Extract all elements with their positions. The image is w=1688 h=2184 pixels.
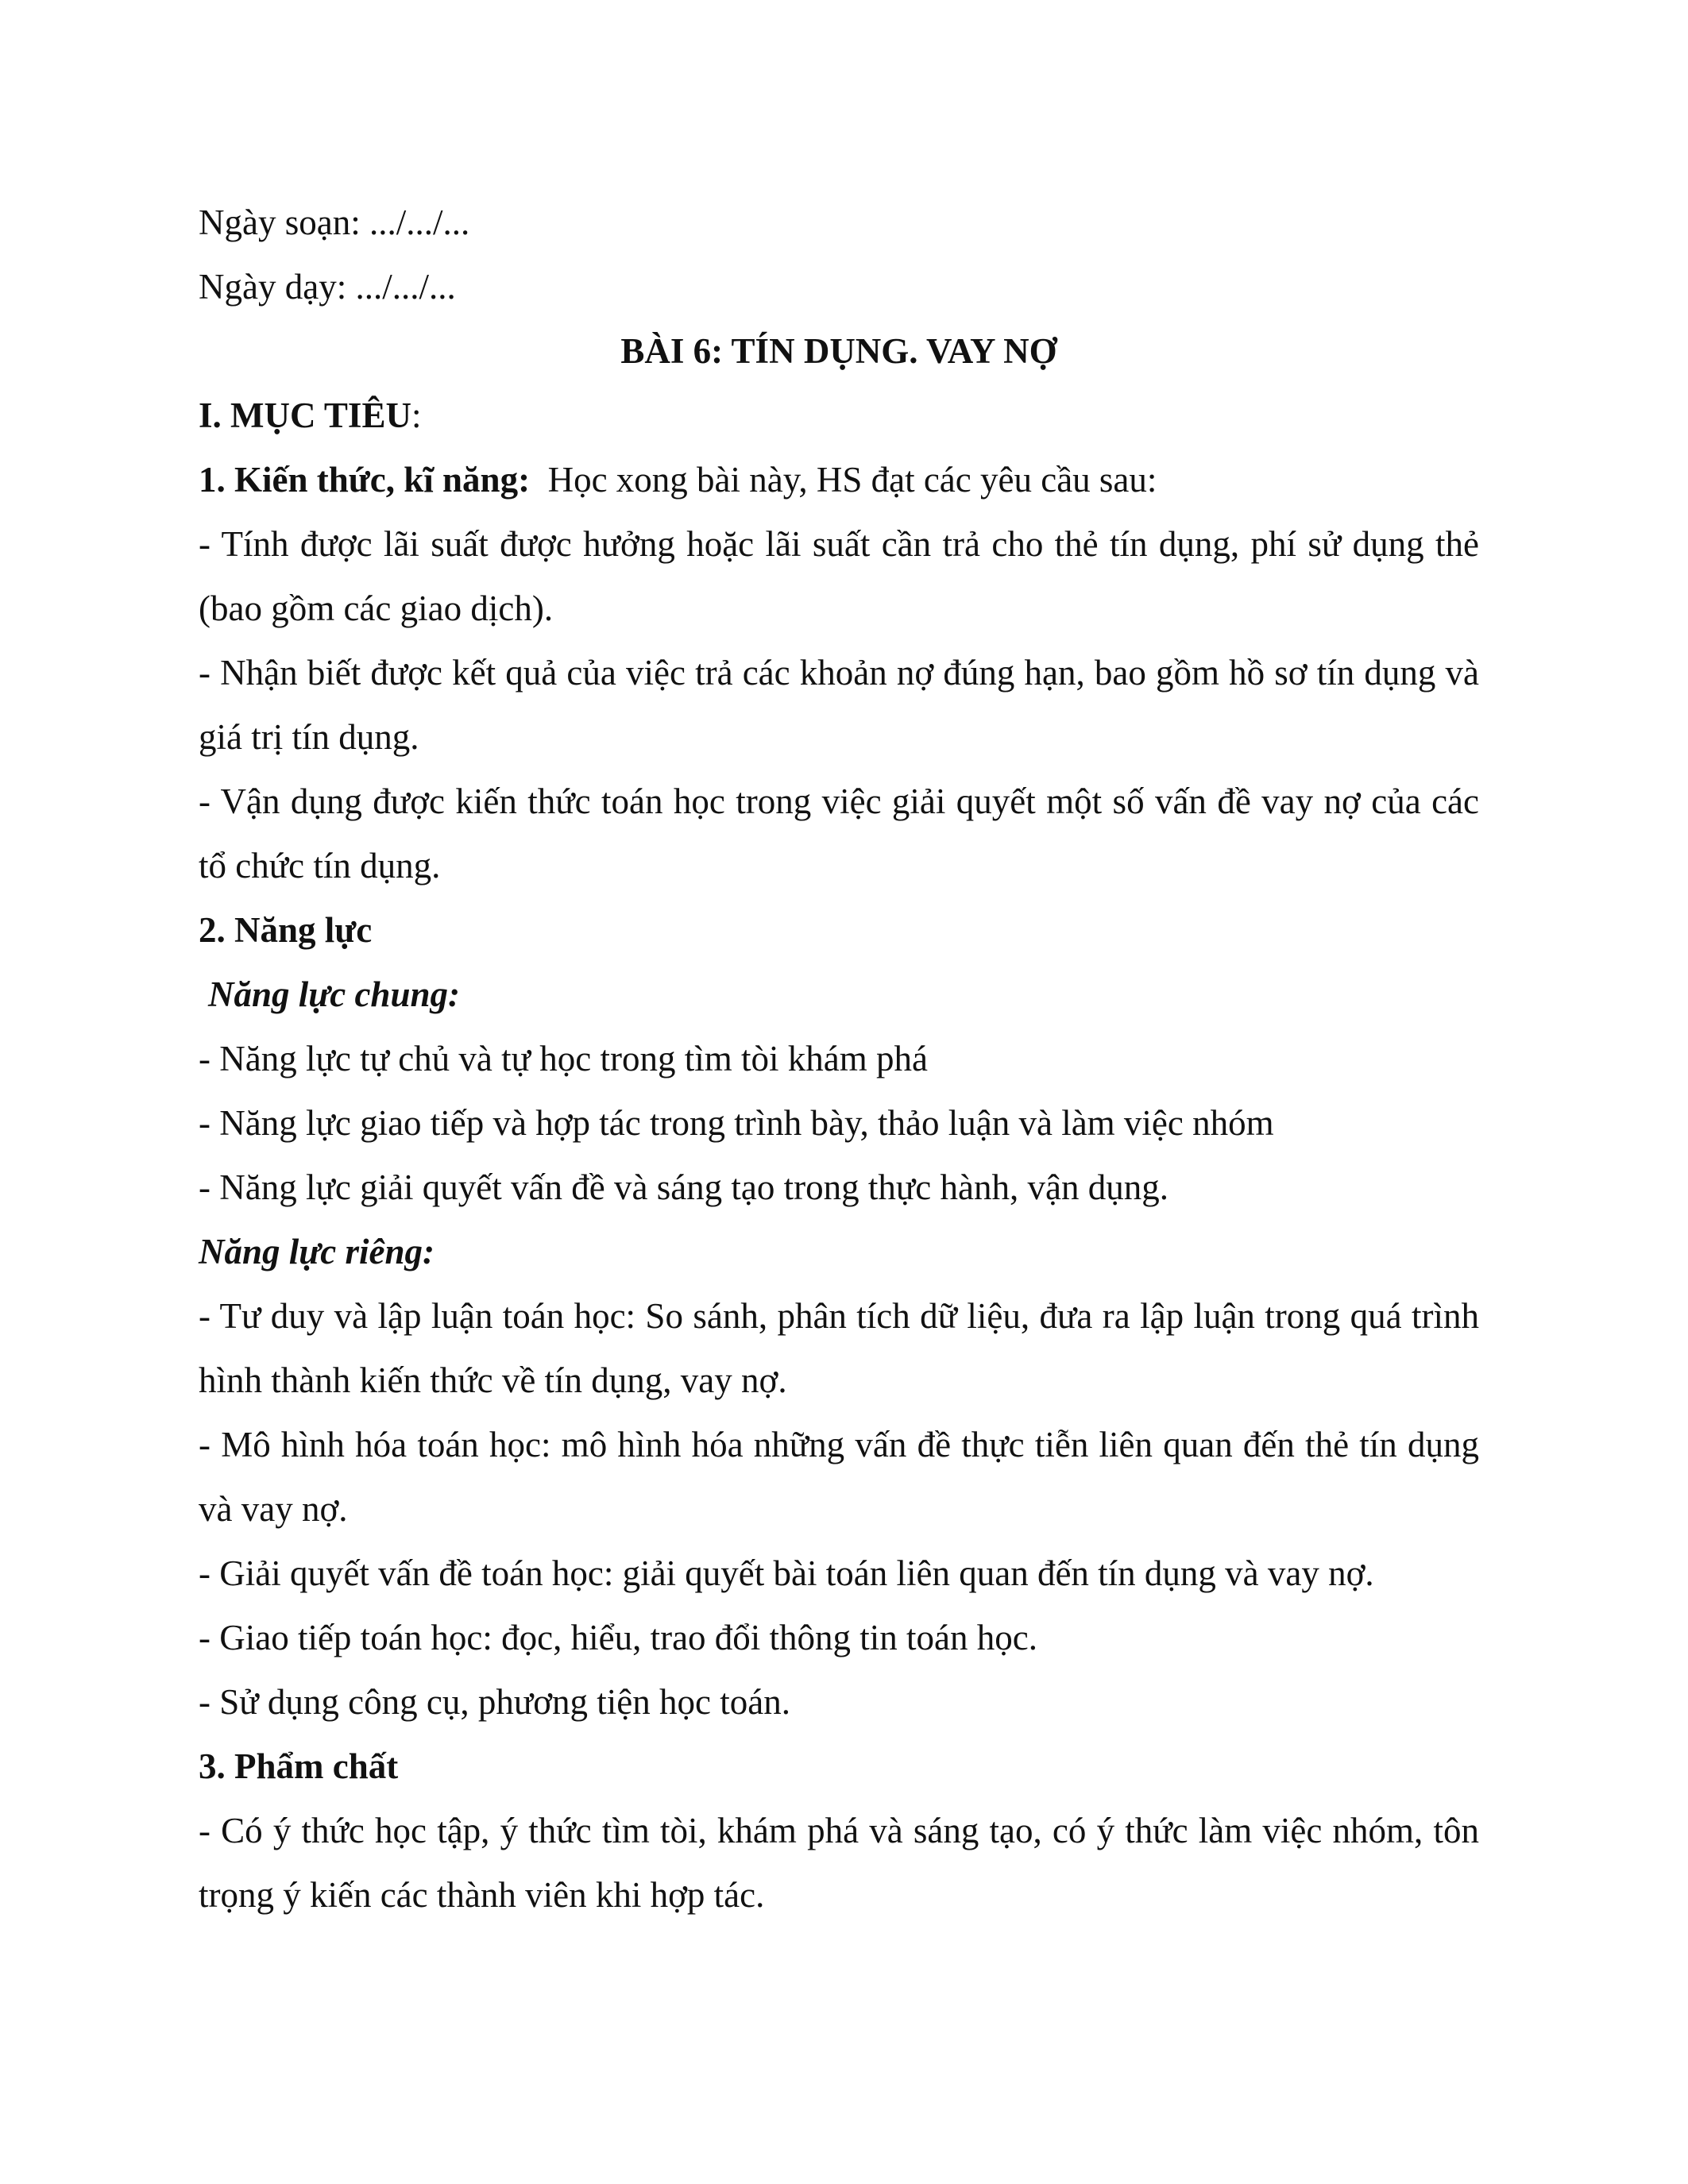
competence-heading: 2. Năng lực	[199, 910, 373, 950]
knowledge-item: - Tính được lãi suất được hưởng hoặc lãi suất cần trả cho thẻ tín dụng, phí sử dụng thẻ (bao gồm các giao dịch).	[199, 524, 1479, 628]
date-prepared: Ngày soạn: .../.../...	[199, 203, 470, 242]
section-heading-text: I. MỤC TIÊU	[199, 396, 411, 435]
document-page	[199, 191, 1479, 1927]
knowledge-item: - Vận dụng được kiến thức toán học trong việc giải quyết một số vấn đề vay nợ của các tổ chức tín dụng.	[199, 781, 1479, 886]
knowledge-item: - Nhận biết được kết quả của việc trả các khoản nợ đúng hạn, bao gồm hồ sơ tín dụng và giá trị tín dụng.	[199, 653, 1479, 757]
general-competence-item: - Năng lực tự chủ và tự học trong tìm tòi khám phá	[199, 1039, 928, 1078]
date-taught: Ngày dạy: .../.../...	[199, 267, 456, 307]
qualities-item: - Có ý thức học tập, ý thức tìm tòi, khám phá và sáng tạo, có ý thức làm việc nhóm, tôn trọng ý kiến các thành viên khi hợp tác.	[199, 1811, 1479, 1915]
section-heading-colon: :	[411, 396, 422, 435]
knowledge-skills-line	[199, 448, 1479, 512]
knowledge-skills-intro: Học xong bài này, HS đạt các yêu cầu sau:	[530, 460, 1157, 500]
lesson-title: BÀI 6: TÍN DỤNG. VAY NỢ	[620, 331, 1057, 371]
specific-competence-item: - Sử dụng công cụ, phương tiện học toán.	[199, 1682, 790, 1722]
qualities-heading: 3. Phẩm chất	[199, 1746, 399, 1786]
specific-competence-item: - Mô hình hóa toán học: mô hình hóa những vấn đề thực tiễn liên quan đến thẻ tín dụng và vay nợ.	[199, 1425, 1479, 1529]
specific-competence-item: - Tư duy và lập luận toán học: So sánh, phân tích dữ liệu, đưa ra lập luận trong quá trình hình thành kiến thức về tín dụng, vay nợ.	[199, 1296, 1479, 1400]
specific-competence-heading: Năng lực riêng:	[199, 1232, 435, 1271]
knowledge-skills-heading: 1. Kiến thức, kĩ năng:	[199, 460, 531, 500]
specific-competence-item: - Giải quyết vấn đề toán học: giải quyết bài toán liên quan đến tín dụng và vay nợ.	[199, 1553, 1374, 1593]
general-competence-heading: Năng lực chung:	[208, 974, 460, 1014]
general-competence-item: - Năng lực giao tiếp và hợp tác trong trình bày, thảo luận và làm việc nhóm	[199, 1103, 1274, 1143]
specific-competence-item: - Giao tiếp toán học: đọc, hiểu, trao đổi thông tin toán học.	[199, 1618, 1038, 1657]
section-objectives-heading	[199, 384, 1479, 448]
general-competence-item: - Năng lực giải quyết vấn đề và sáng tạo trong thực hành, vận dụng.	[199, 1167, 1168, 1207]
